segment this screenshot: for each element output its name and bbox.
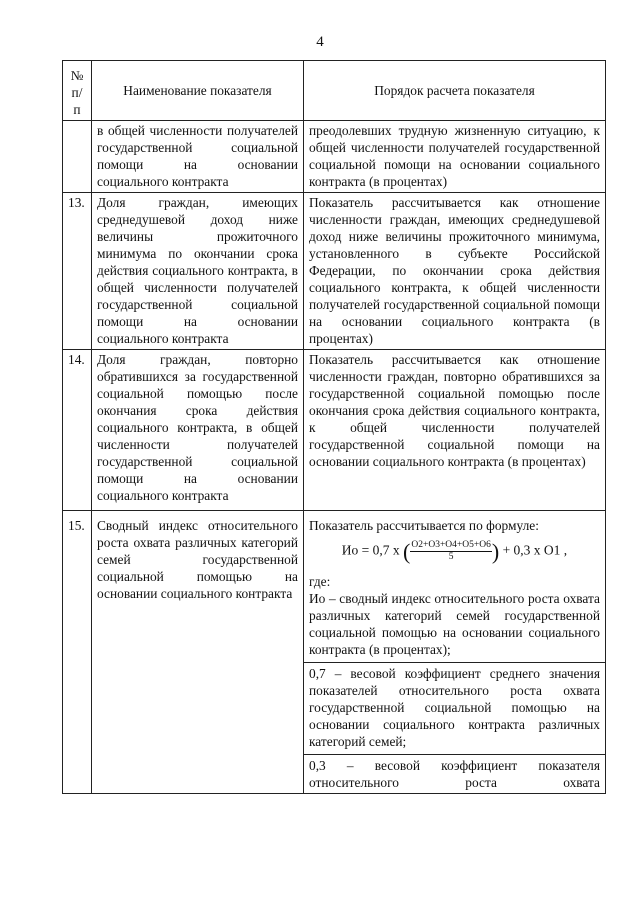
row-num-cell: 14. xyxy=(63,350,92,511)
header-name: Наименование показателя xyxy=(92,61,304,121)
row-num-cell xyxy=(63,121,92,193)
row14-calc-cell: Показатель рассчитывается как отношение численности граждан, повторно обратившихся за государственной социальной помощью после окончания срока действия социального контракта, к общей численности получателей государственной социальной помощи на основании социального контракта (в процентах) xyxy=(304,350,606,511)
row-num-cell: 15. xyxy=(63,511,92,794)
page-number: 4 xyxy=(316,34,324,50)
header-num: № п/п xyxy=(63,61,92,121)
formula: Ио = 0,7 x ( $\frac{О2+О3+О4+О5+О6}{5}$ ) + 0,3 x О1 , xyxy=(341,539,568,564)
definition-io: Ио – сводный индекс относительного роста охвата различных категорий семей государственной социальной помощью на основании социального контракта (в процентах); xyxy=(309,591,600,657)
indicators-table xyxy=(62,60,606,794)
table-row xyxy=(63,511,606,794)
row-num-cell: 13. xyxy=(63,193,92,350)
row15-name-cell: Сводный индекс относительного роста охвата различных категорий семей государственной социальной помощью на основании социального контракта xyxy=(92,511,304,794)
row14-name-cell: Доля граждан, повторно обратившихся за государственной социальной помощью после окончания срока действия социального контракта, в общей численности получателей государственной социальной помощи на основании социального контракта xyxy=(92,350,304,511)
formula-denominator: 5 xyxy=(448,552,454,562)
row15-calc-cell xyxy=(304,511,606,794)
formula-right: + 0,3 x О1 , xyxy=(502,542,568,558)
where-label: где: xyxy=(309,574,331,589)
formula-numerator: О2+О3+О4+О5+О6 xyxy=(411,540,491,550)
table-header-row xyxy=(63,61,606,121)
formula-fraction xyxy=(410,540,491,563)
formula-left: Ио = 0,7 x xyxy=(341,542,400,558)
definition-07: 0,7 – весовой коэффициент среднего значения показателей относительного роста охвата государственной социальной помощью на основании социального контракта различных категорий семей; xyxy=(309,666,600,749)
cont-name-cell: в общей численности получателей государственной социальной помощи на основании социального контракта xyxy=(92,121,304,193)
table-row xyxy=(63,121,606,193)
formula-intro: Показатель рассчитывается по формуле: xyxy=(309,518,539,533)
row13-name-cell: Доля граждан, имеющих среднедушевой доход ниже величины прожиточного минимума по окончании срока действия социального контракта, в общей численности получателей государственной социальной помощи на основании социального контракта xyxy=(92,193,304,350)
cont-calc-cell: преодолевших трудную жизненную ситуацию, к общей численности получателей государственной социальной помощи на основании социального контракта (в процентах) xyxy=(304,121,606,193)
table-row xyxy=(63,193,606,350)
table-row xyxy=(63,350,606,511)
header-calc: Порядок расчета показателя xyxy=(304,61,606,121)
definition-03: 0,3 – весовой коэффициент показателя относительного роста охвата xyxy=(309,758,600,790)
row13-calc-cell: Показатель рассчитывается как отношение численности граждан, имеющих среднедушевой доход ниже величины прожиточного минимума, установленного в субъекте Российской Федерации, по окончании срока действия социального контракта, к общей численности получателей государственной социальной помощи на основании социального контракта (в процентах) xyxy=(304,193,606,350)
